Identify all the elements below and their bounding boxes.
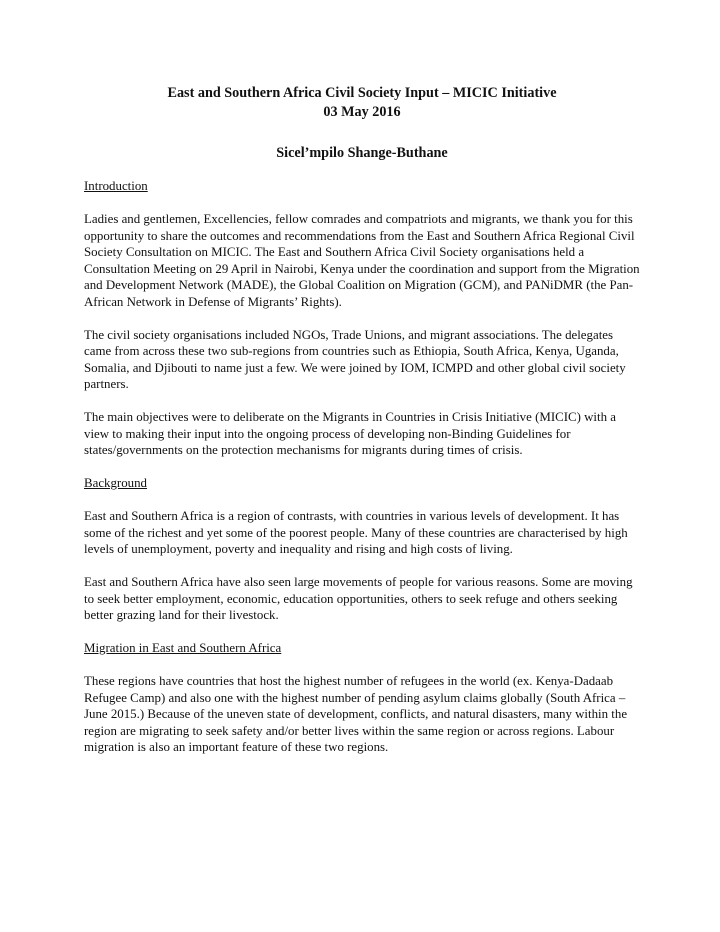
introduction-paragraph-3: The main objectives were to deliberate on the Migrants in Countries in Crisis Initiative (MICIC) with a view to making their input into the ongoing process of developing non-Binding Guidelines for states/governments on the protection mechanisms for migrants during times of crisis. bbox=[84, 410, 616, 457]
document-date: 03 May 2016 bbox=[323, 104, 401, 120]
document-title: East and Southern Africa Civil Society Input – MICIC Initiative bbox=[167, 85, 557, 101]
introduction-paragraph-2: The civil society organisations included NGOs, Trade Unions, and migrant associations. The delegates came from across these two sub-regions from countries such as Ethiopia, South Africa, Kenya, Uganda, Somalia, and Djibouti to name just a few. We were joined by IOM, ICMPD and other global civil society partners. bbox=[84, 327, 626, 391]
section-heading-introduction: Introduction bbox=[84, 179, 148, 193]
introduction-paragraph-1: Ladies and gentlemen, Excellencies, fellow comrades and compatriots and migrants, we thank you for this opportunity to share the outcomes and recommendations from the East and Southern Africa Regional Civil Society Consultation on MICIC. The East and Southern Africa Civil Society organisations held a Consultation Meeting on 29 April in Nairobi, Kenya under the coordination and support from the Migration and Development Network (MADE), the Global Coalition on Migration (GCM), and PANiDMR (the Pan-African Network in Defense of Migrants’ Rights). bbox=[84, 212, 640, 309]
document-author: Sicel’mpilo Shange-Buthane bbox=[276, 145, 448, 161]
document-page bbox=[84, 84, 640, 756]
section-heading-migration: Migration in East and Southern Africa bbox=[84, 641, 282, 655]
migration-paragraph-1: These regions have countries that host the highest number of refugees in the world (ex. Kenya-Dadaab Refugee Camp) and also one with the highest number of pending asylum claims globally (South Africa – June 2015.) Because of the uneven state of development, conflicts, and natural disasters, many within the region are migrating to seek safety and/or better lives within the same region or across regions. Labour migration is also an important feature of these two regions. bbox=[84, 674, 628, 754]
section-heading-background: Background bbox=[84, 476, 148, 490]
background-paragraph-1: East and Southern Africa is a region of contrasts, with countries in various levels of development. It has some of the richest and yet some of the poorest people. Many of these countries are characterised by high levels of unemployment, poverty and inequality and rising and high costs of living. bbox=[84, 509, 628, 556]
background-paragraph-2: East and Southern Africa have also seen large movements of people for various reasons. Some are moving to seek better employment, economic, education opportunities, others to seek refuge and others seeking better grazing land for their livestock. bbox=[84, 575, 633, 622]
